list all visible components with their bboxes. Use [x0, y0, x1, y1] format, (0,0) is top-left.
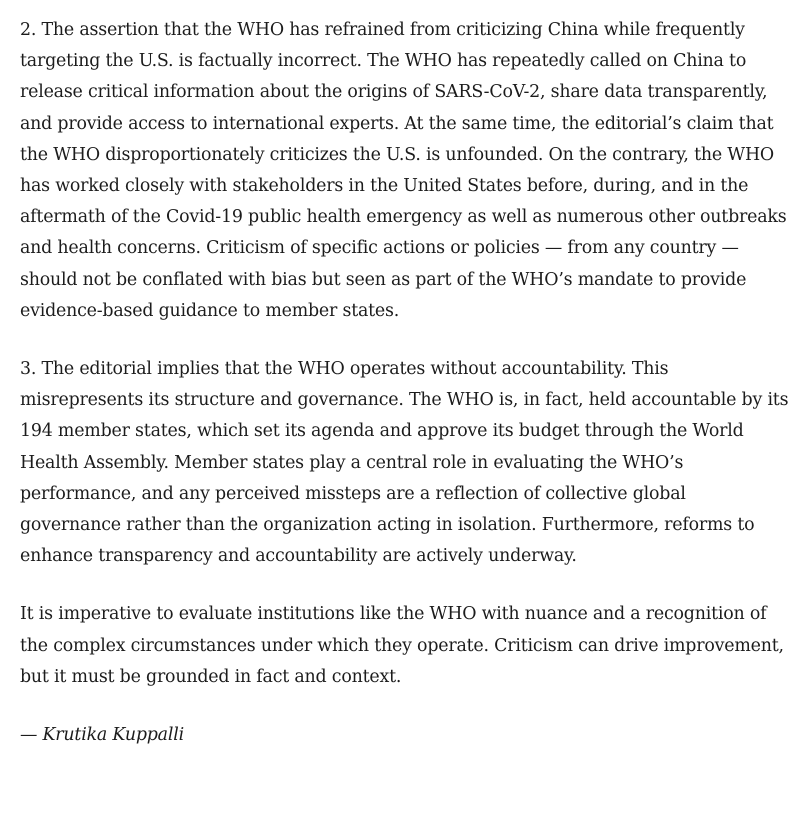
paragraph-point-3: 3. The editorial implies that the WHO operates without accountability. This misrepresents its structure and governance. The WHO is, in fact, held accountable by its 194 member states, which set its agenda and approve its budget through the World Health Assembly. Member states play a central role in evaluating the WHO’s performance, and any perceived missteps are a reflection of collective global governance rather than the organization acting in isolation. Furthermore, reforms to enhance transparency and accountability are actively underway.	[20, 359, 789, 567]
author-signature: — Krutika Kuppalli	[20, 725, 184, 746]
paragraph-conclusion: It is imperative to evaluate institutions like the WHO with nuance and a recognition of the complex circumstances under which they operate. Criticism can drive improvement, but it must be grounded in fact and context.	[20, 604, 784, 687]
paragraph-point-2: 2. The assertion that the WHO has refrained from criticizing China while frequently targeting the U.S. is factually incorrect. The WHO has repeatedly called on China to release critical information about the origins of SARS-CoV-2, share data transparently, and provide access to international experts. At the same time, the editorial’s claim that the WHO disproportionately criticizes the U.S. is unfounded. On the contrary, the WHO has worked closely with stakeholders in the United States before, during, and in the aftermath of the Covid-19 public health emergency as well as numerous other outbreaks and health concerns. Criticism of specific actions or policies — from any country — should not be conflated with bias but seen as part of the WHO’s mandate to provide evidence-based guidance to member states.	[20, 20, 787, 321]
